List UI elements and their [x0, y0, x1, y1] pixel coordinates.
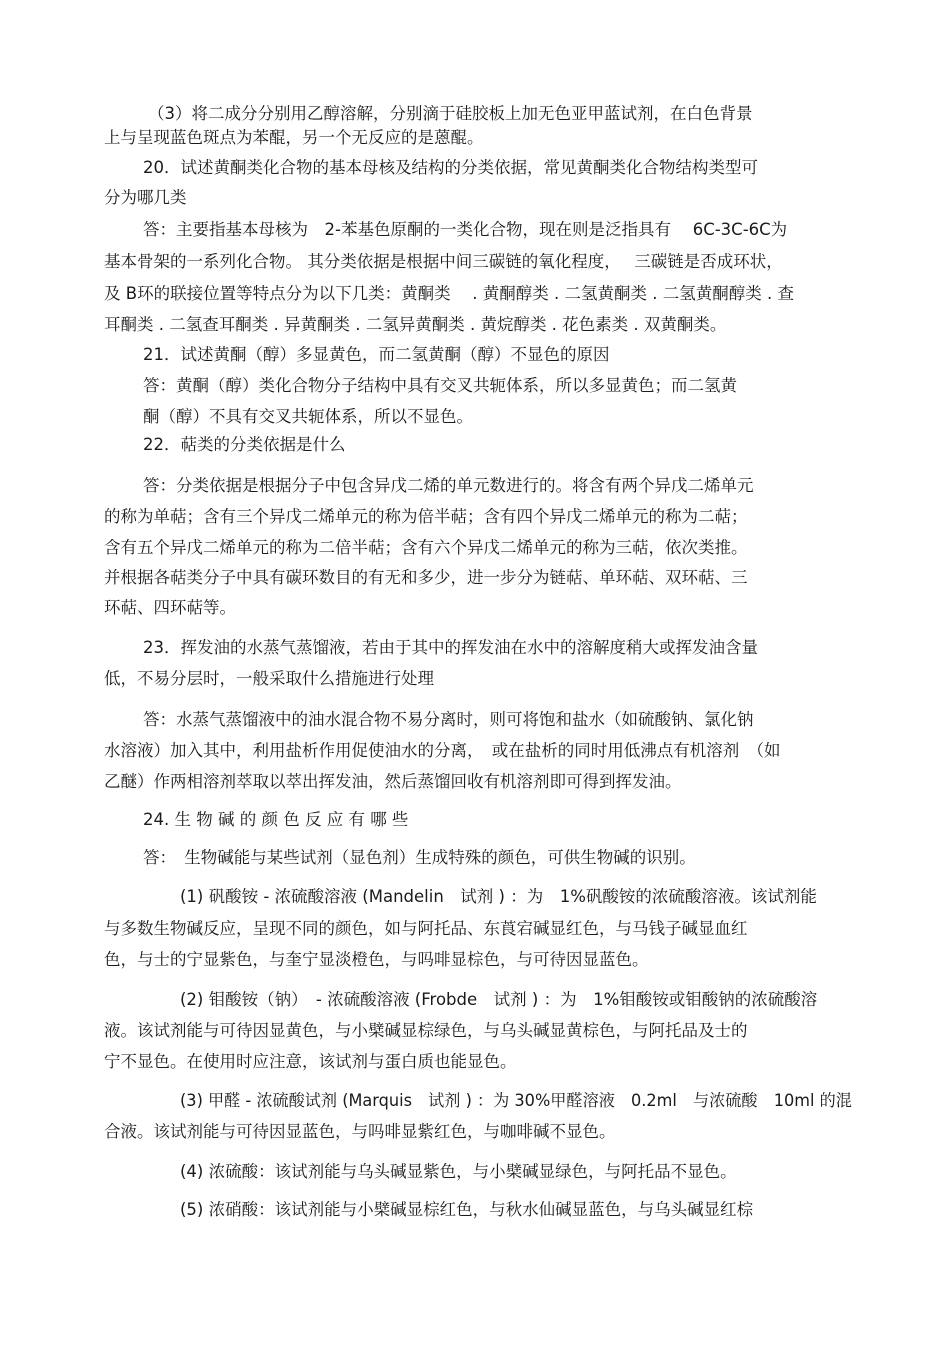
answer-line: 答：黄酮（醇）类化合物分子结构中具有交叉共轭体系，所以多显黄色；而二氢黄 — [143, 376, 737, 395]
text-line: 合液。该试剂能与可待因显蓝色，与吗啡显紫红色，与咖啡碱不显色。 — [104, 1122, 616, 1141]
text-line: 基本骨架的一系列化合物。 其分类依据是根据中间三碳链的氧化程度， 三碳链是否成环状， — [104, 252, 783, 271]
text-line: 与多数生物碱反应，呈现不同的颜色，如与阿托品、东莨宕碱显红色，与马钱子碱显血红 — [104, 919, 748, 938]
list-item-1: (1) 矾酸铵 - 浓硫酸溶液 (Mandelin 试剂 ) ：为 1%矾酸铵的浓硫酸溶液。该试剂能 — [180, 887, 817, 906]
question-heading: 22．萜类的分类依据是什么 — [143, 435, 346, 454]
answer-line: 答：水蒸气蒸馏液中的油水混合物不易分离时，则可将饱和盐水（如硫酸钠、氯化钠 — [143, 710, 754, 729]
text-line: 水溶液）加入其中，利用盐析作用促使油水的分离， 或在盐析的同时用低沸点有机溶剂 （如 — [104, 741, 781, 760]
answer-line: 答： 生物碱能与某些试剂（显色剂）生成特殊的颜色，可供生物碱的识别。 — [143, 848, 696, 867]
text-line: 耳酮类 . 二氢查耳酮类 . 异黄酮类 . 二氢异黄酮类 . 黄烷醇类 . 花色素类 . 双黄酮类。 — [104, 315, 727, 334]
text-line: 色，与士的宁显紫色，与奎宁显淡橙色，与吗啡显棕色，与可待因显蓝色。 — [104, 950, 649, 969]
text-line: 环萜、四环萜等。 — [104, 598, 236, 617]
text-line: 酮（醇）不具有交叉共轭体系，所以不显色。 — [143, 407, 473, 426]
list-item-3: (3) 甲醛 - 浓硫酸试剂 (Marquis 试剂 ) ：为 30%甲醛溶液 0.2ml 与浓硫酸 10ml 的混 — [180, 1091, 852, 1110]
text-line: 的称为单萜；含有三个异戊二烯单元的称为倍半萜；含有四个异戊二烯单元的称为二萜； — [104, 507, 748, 526]
text-line: 低，不易分层时，一般采取什么措施进行处理 — [104, 669, 434, 688]
question-heading: 21．试述黄酮（醇）多显黄色，而二氢黄酮（醇）不显色的原因 — [143, 345, 610, 364]
question-heading: 24. 生 物 碱 的 颜 色 反 应 有 哪 些 — [143, 810, 409, 829]
question-heading: 23．挥发油的水蒸气蒸馏液，若由于其中的挥发油在水中的溶解度稍大或挥发油含量 — [143, 638, 758, 657]
text-line: 含有五个异戊二烯单元的称为二倍半萜；含有六个异戊二烯单元的称为三萜，依次类推。 — [104, 538, 748, 557]
text-line: 乙醚）作两相溶剂萃取以萃出挥发油，然后蒸馏回收有机溶剂即可得到挥发油。 — [104, 772, 682, 791]
list-item-5: (5) 浓硝酸：该试剂能与小檗碱显棕红色，与秋水仙碱显蓝色，与乌头碱显红棕 — [180, 1200, 754, 1219]
text-line: 宁不显色。在使用时应注意，该试剂与蛋白质也能显色。 — [104, 1052, 517, 1071]
text-line: 并根据各萜类分子中具有碳环数目的有无和多少，进一步分为链萜、单环萜、双环萜、三 — [104, 568, 748, 587]
list-item-4: (4) 浓硫酸：该试剂能与乌头碱显紫色，与小檗碱显绿色，与阿托品不显色。 — [180, 1162, 737, 1181]
answer-line: 答：主要指基本母核为 2-苯基色原酮的一类化合物，现在则是泛指具有 6C-3C-6C为 — [143, 220, 788, 239]
text-line: 上与呈现蓝色斑点为苯醌，另一个无反应的是蒽醌。 — [104, 128, 484, 147]
text-line: （3）将二成分分别用乙醇溶解，分别滴于硅胶板上加无色亚甲蓝试剂，在白色背景 — [148, 104, 753, 123]
text-line: 液。该试剂能与可待因显黄色，与小檗碱显棕绿色，与乌头碱显黄棕色，与阿托品及士的 — [104, 1021, 748, 1040]
text-line: 及 B环的联接位置等特点分为以下几类：黄酮类 . 黄酮醇类 . 二氢黄酮类 . 二氢黄酮醇类 . 查 — [104, 284, 795, 303]
question-heading: 20．试述黄酮类化合物的基本母核及结构的分类依据，常见黄酮类化合物结构类型可 — [143, 158, 758, 177]
answer-line: 答：分类依据是根据分子中包含异戊二烯的单元数进行的。将含有两个异戊二烯单元 — [143, 476, 754, 495]
list-item-2: (2) 钼酸铵（钠） - 浓硫酸溶液 (Frobde 试剂 ) ：为 1%钼酸铵或钼酸钠的浓硫酸溶 — [180, 990, 818, 1009]
text-line: 分为哪几类 — [104, 188, 187, 207]
